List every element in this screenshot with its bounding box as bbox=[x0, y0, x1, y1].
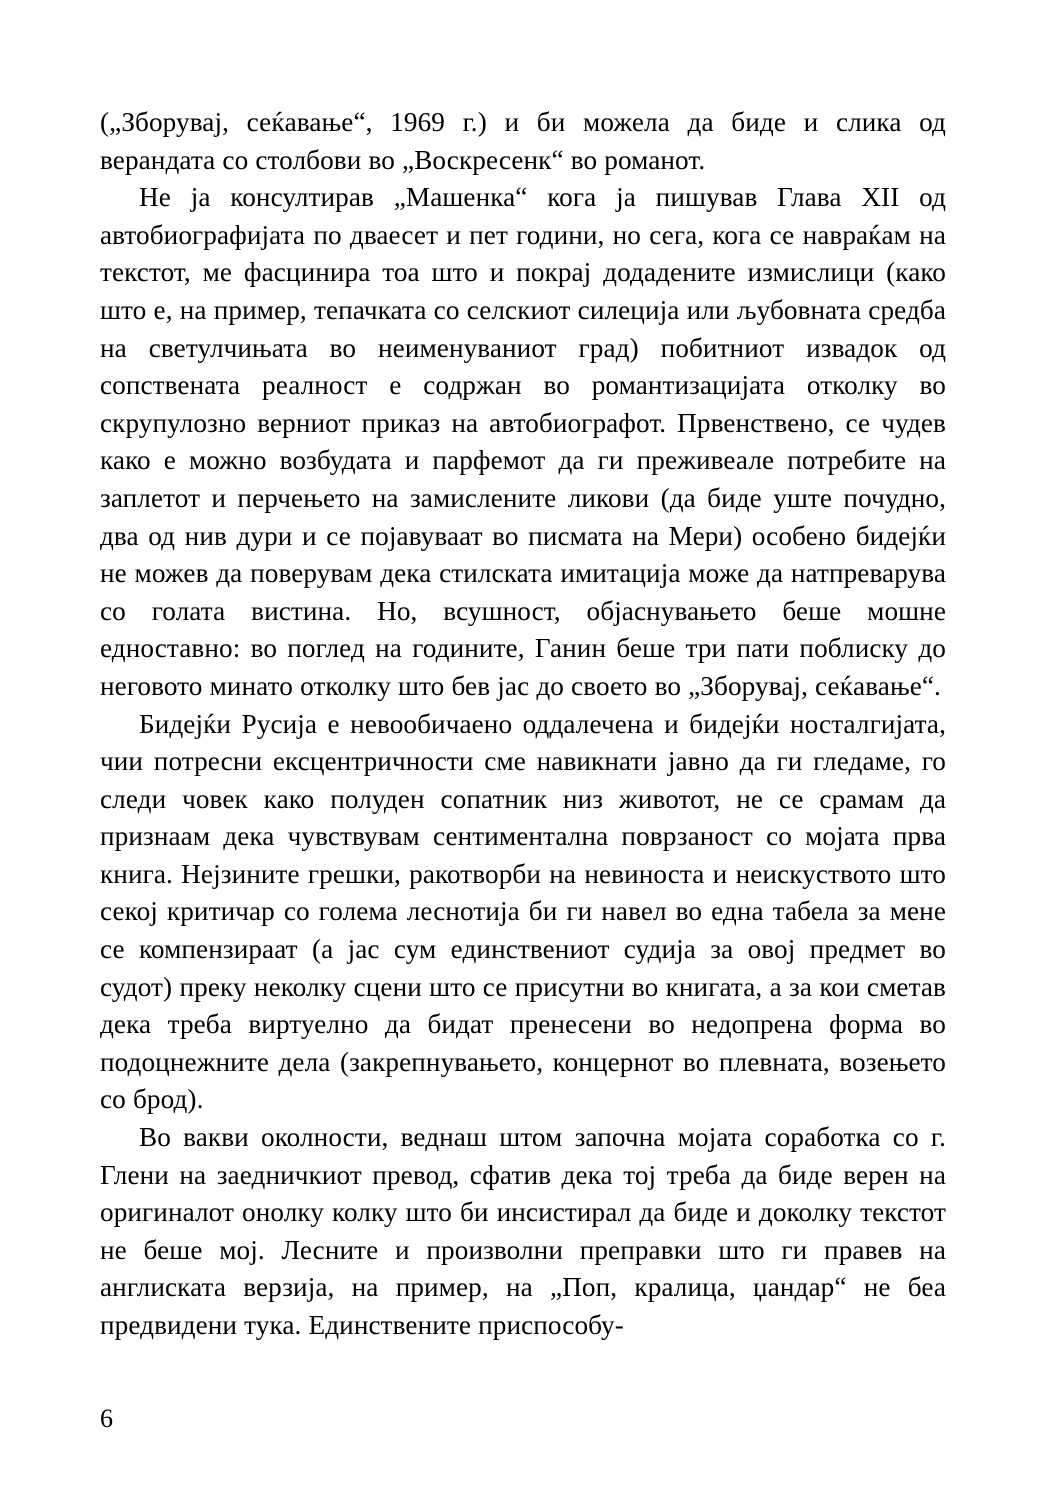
paragraph-2: Не ја консултирав „Машенка“ кога ја пишував Глава XII од автобиографијата по дваесет и пет години, но сега, кога се навраќам на текстот, ме фасцинира тоа што и покрај додадените измислици (како што е, на пример, тепачката со селскиот силеција или љубовната средба на светулчињата во неименуваниот град) побитниот извадок од сопствената реалност е содржан во романтизацијата отколку во скрупулозно верниот приказ на автобиографот. Првенствено, се чудев како е можно возбудата и парфемот да ги преживеале потребите на заплетот и перчењето на замислените ликови (да биде уште почудно, два од нив дури и се појавуваат во писмата на Мери) особено бидејќи не можев да поверувам дека стилската имитација може да натпреварува со голата вистина. Но, всушност, објаснувањето беше мошне едноставно: во поглед на годините, Ганин беше три пати поблиску до неговото минато отколку што бев јас до своето во „Зборувај, сеќавање“. bbox=[100, 182, 946, 701]
body-text-block bbox=[100, 104, 946, 1345]
paragraph-1: („Зборувај, сеќавање“, 1969 г.) и би можела да биде и слика од верандата со столбови во „Воскресенк“ во романот. bbox=[100, 107, 946, 175]
paragraph-4: Во вакви околности, веднаш штом започна мојата соработка со г. Глени на заедничкиот превод, сфатив дека тој треба да биде верен на оригиналот онолку колку што би инсистирал да биде и доколку текстот не беше мој. Лесните и произволни преправки што ги правев на англиската верзија, на пример, на „Поп, кралица, џандар“ не беа предвидени тука. Единствените приспособу- bbox=[100, 1122, 946, 1340]
page-number: 6 bbox=[100, 1404, 113, 1433]
paragraph-3: Бидејќи Русија е невообичаено оддалечена и бидејќи носталгијата, чии потресни ексцентричности сме навикнати јавно да ги гледаме, го следи човек како полуден сопатник низ животот, не се срамам да признаам дека чувствувам сентиментална поврзаност со мојата прва книга. Нејзините грешки, ракотворби на невиноста и неискуството што секој критичар со голема леснотија би ги навел во една табела за мене се компензираат (а јас сум единствениот судија за овој предмет во судот) преку неколку сцени што се присутни во книгата, а за кои сметав дека треба виртуелно да бидат пренесени во недопрена форма во подоцнежните дела (закрепнувањето, концернот во плевната, возењето со брод). bbox=[100, 708, 946, 1115]
